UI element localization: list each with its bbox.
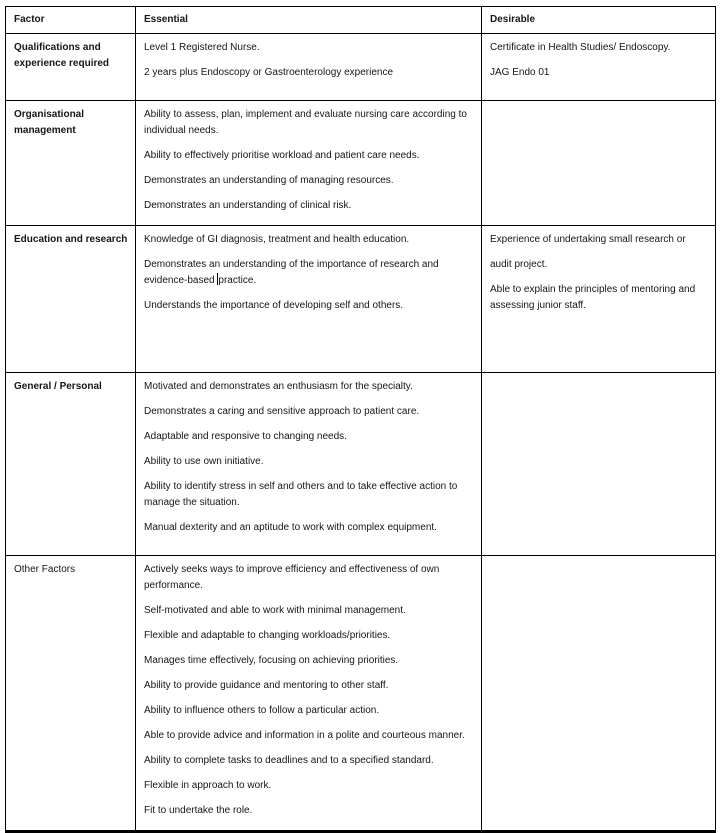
- desirable-cell[interactable]: [482, 373, 716, 556]
- cell-paragraph: Actively seeks ways to improve efficiency and effectiveness of own performance.: [144, 564, 440, 591]
- cell-paragraph: Flexible and adaptable to changing workloads/priorities.: [144, 630, 391, 641]
- factor-label: Education and research: [14, 234, 128, 245]
- essential-cell[interactable]: [136, 34, 482, 101]
- row-qualifications: [6, 34, 716, 101]
- cell-paragraph: Ability to influence others to follow a particular action.: [144, 705, 380, 716]
- row-general-personal: [6, 373, 716, 556]
- factor-cell[interactable]: [6, 556, 136, 832]
- factor-label: Organisational management: [14, 109, 85, 136]
- factor-label: General / Personal: [14, 381, 102, 392]
- cell-paragraph: Self-motivated and able to work with minimal management.: [144, 605, 406, 616]
- cell-paragraph: JAG Endo 01: [490, 67, 550, 78]
- desirable-cell[interactable]: [482, 34, 716, 101]
- cell-paragraph: Adaptable and responsive to changing needs.: [144, 431, 347, 442]
- cell-paragraph: Ability to use own initiative.: [144, 456, 264, 467]
- row-education-research: [6, 226, 716, 373]
- desirable-cell[interactable]: [482, 101, 716, 226]
- cell-paragraph: Ability to provide guidance and mentoring to other staff.: [144, 680, 389, 691]
- cell-paragraph: audit project.: [490, 259, 548, 270]
- cell-paragraph: Able to provide advice and information in a polite and courteous manner.: [144, 730, 465, 741]
- header-essential: Essential: [136, 7, 482, 34]
- paragraph-text: practice.: [218, 275, 257, 286]
- cell-paragraph: Level 1 Registered Nurse.: [144, 42, 260, 53]
- factor-cell[interactable]: [6, 226, 136, 373]
- desirable-cell[interactable]: [482, 226, 716, 373]
- factor-cell[interactable]: [6, 101, 136, 226]
- factor-label: Other Factors: [14, 564, 76, 575]
- cell-paragraph: Able to explain the principles of mentoring and assessing junior staff.: [490, 284, 696, 311]
- cell-paragraph: Ability to complete tasks to deadlines and to a specified standard.: [144, 755, 434, 766]
- header-factor: Factor: [6, 7, 136, 34]
- factor-cell[interactable]: [6, 34, 136, 101]
- cell-paragraph: [144, 257, 476, 289]
- cell-paragraph: Ability to assess, plan, implement and evaluate nursing care according to individual needs.: [144, 109, 467, 136]
- cell-paragraph: 2 years plus Endoscopy or Gastroenterology experience: [144, 67, 394, 78]
- paragraph-text: Demonstrates an understanding of the importance of research and evidence-based: [144, 259, 439, 286]
- row-organisational-management: [6, 101, 716, 226]
- cell-paragraph: Understands the importance of developing self and others.: [144, 300, 404, 311]
- cell-paragraph: Manual dexterity and an aptitude to work with complex equipment.: [144, 522, 437, 533]
- cell-paragraph: Motivated and demonstrates an enthusiasm for the specialty.: [144, 381, 413, 392]
- cell-paragraph: Demonstrates an understanding of managing resources.: [144, 175, 394, 186]
- factor-cell[interactable]: [6, 373, 136, 556]
- essential-cell[interactable]: [136, 226, 482, 373]
- cell-paragraph: Demonstrates an understanding of clinical risk.: [144, 200, 352, 211]
- cell-paragraph: Experience of undertaking small research or: [490, 234, 686, 245]
- cell-paragraph: Knowledge of GI diagnosis, treatment and health education.: [144, 234, 410, 245]
- cell-paragraph: Manages time effectively, focusing on achieving priorities.: [144, 655, 399, 666]
- cell-paragraph: Flexible in approach to work.: [144, 780, 272, 791]
- header-row: [6, 7, 716, 34]
- essential-cell[interactable]: [136, 373, 482, 556]
- essential-cell[interactable]: [136, 556, 482, 832]
- essential-cell[interactable]: [136, 101, 482, 226]
- cell-paragraph: Demonstrates a caring and sensitive approach to patient care.: [144, 406, 420, 417]
- header-desirable: Desirable: [482, 7, 716, 34]
- cell-paragraph: Ability to identify stress in self and others and to take effective action to manage the situation.: [144, 481, 458, 508]
- factor-label: Qualifications and experience required: [14, 42, 110, 69]
- cell-paragraph: Certificate in Health Studies/ Endoscopy.: [490, 42, 671, 53]
- person-specification-table: [5, 6, 716, 833]
- desirable-cell[interactable]: [482, 556, 716, 832]
- cell-paragraph: Fit to undertake the role.: [144, 805, 253, 816]
- cell-paragraph: Ability to effectively prioritise workload and patient care needs.: [144, 150, 420, 161]
- row-other-factors: [6, 556, 716, 832]
